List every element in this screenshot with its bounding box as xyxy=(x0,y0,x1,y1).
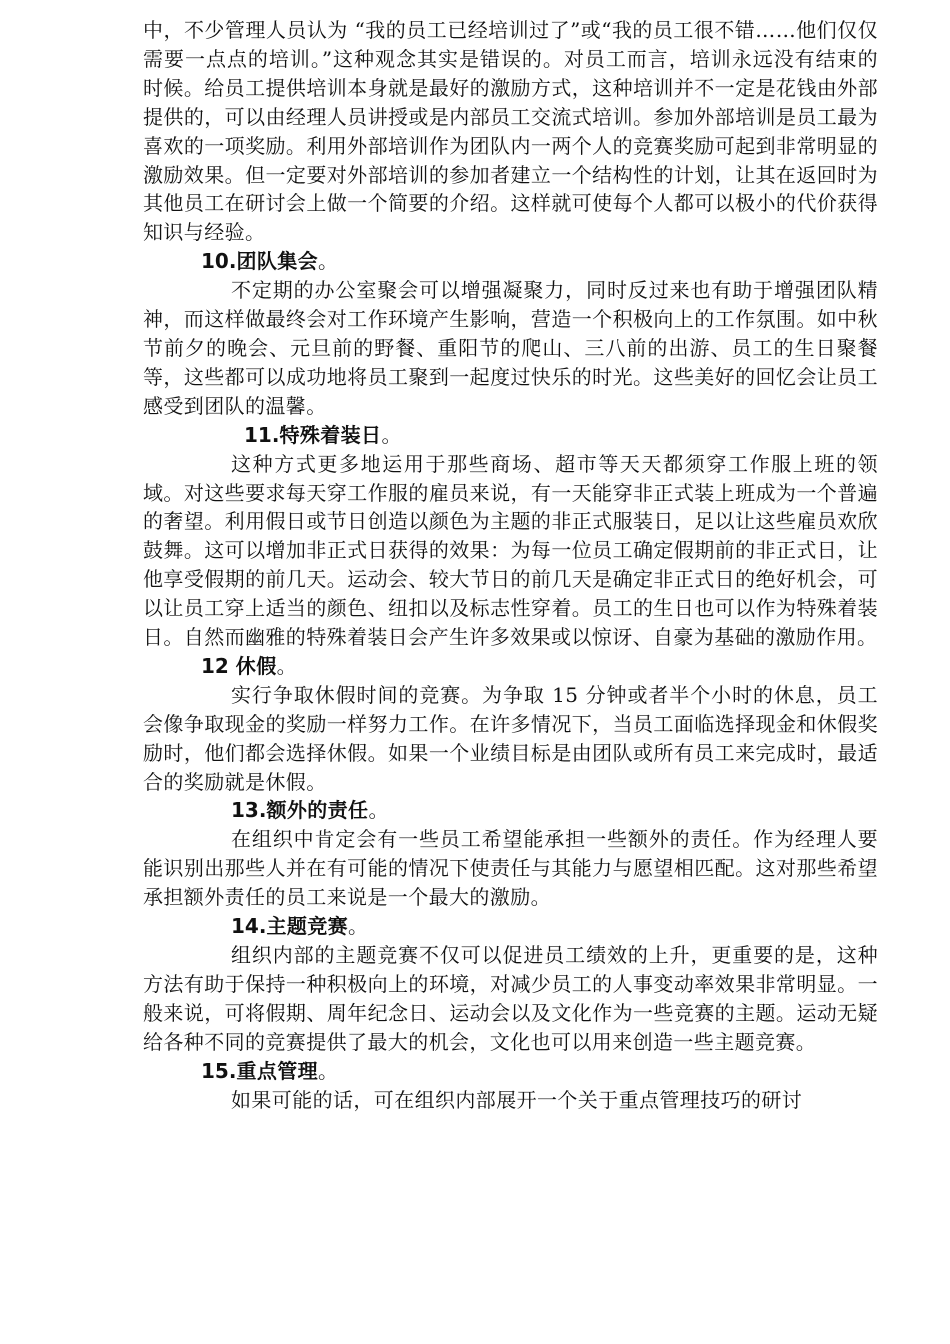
body-paragraph: 在组织中肯定会有一些员工希望能承担一些额外的责任。作为经理人要能识别出那些人并在有可能的情况下使责任与其能力与愿望相匹配。这对那些希望承担额外责任的员工来说是一个最大的激励。 xyxy=(143,827,878,910)
section-number: 10. xyxy=(201,249,237,274)
section-title: 特殊着装日 xyxy=(279,422,382,447)
section-number: 13. xyxy=(231,798,267,823)
section-number: 11. xyxy=(244,422,280,447)
section-title: 重点管理 xyxy=(236,1058,319,1083)
section-heading-extra-responsibility xyxy=(143,796,878,825)
body-paragraph: 中，不少管理人员认为 “我的员工已经培训过了”或“我的员工很不错……他们仅仅需要一点点的培训。”这种观念其实是错误的。对员工而言，培训永远没有结束的时候。给员工提供培训本身就是最好的激励方式，这种培训并不一定是花钱由外部提供的，可以由经理人员讲授或是内部员工交流式培训。参加外部培训是员工最为喜欢的一项奖励。利用外部培训作为团队内一两个人的竞赛奖励可起到非常明显的激励效果。但一定要对外部培训的参加者建立一个结构性的计划，让其在返回时为其他员工在研讨会上做一个简要的介绍。这样就可使每个人都可以极小的代价获得知识与经验。 xyxy=(143,18,878,245)
document-page xyxy=(143,16,878,1114)
section-heading-suffix: 。 xyxy=(381,422,402,447)
section-number: 14. xyxy=(231,914,267,939)
body-paragraph: 组织内部的主题竞赛不仅可以促进员工绩效的上升，更重要的是，这种方法有助于保持一种积极向上的环境，对减少员工的人事变动率效果非常明显。一般来说，可将假期、周年纪念日、运动会以及文化作为一些竞赛的主题。运动无疑给各种不同的竞赛提供了最大的机会，文化也可以用来创造一些主题竞赛。 xyxy=(143,943,878,1054)
section-heading-special-dress-day xyxy=(143,421,878,450)
body-paragraph: 不定期的办公室聚会可以增强凝聚力，同时反过来也有助于增强团队精神，而这样做最终会对工作环境产生影响，营造一个积极向上的工作氛围。如中秋节前夕的晚会、元旦前的野餐、重阳节的爬山、三八前的出游、员工的生日聚餐等，这些都可以成功地将员工聚到一起度过快乐的时光。这些美好的回忆会让员工感受到团队的温馨。 xyxy=(143,278,878,418)
section-number: 15. xyxy=(201,1058,237,1083)
section-number: 12 xyxy=(201,653,236,678)
section-title: 休假 xyxy=(235,653,277,678)
section-heading-theme-contest xyxy=(143,912,878,941)
section-title: 额外的责任 xyxy=(266,798,369,823)
section-title: 团队集会 xyxy=(236,249,319,274)
section-heading-suffix: 。 xyxy=(276,653,298,678)
section-heading-key-management xyxy=(143,1057,878,1086)
section-heading-vacation xyxy=(143,652,878,681)
section-heading-suffix: 。 xyxy=(348,914,369,939)
body-paragraph: 实行争取休假时间的竞赛。为争取 15 分钟或者半个小时的休息，员工会像争取现金的奖励一样努力工作。在许多情况下，当员工面临选择现金和休假奖励时，他们都会选择休假。如果一个业绩目标是由团队或所有员工来完成时，最适合的奖励就是休假。 xyxy=(143,682,878,794)
section-heading-suffix: 。 xyxy=(318,249,339,274)
section-heading-suffix: 。 xyxy=(368,798,389,823)
section-heading-suffix: 。 xyxy=(318,1058,339,1083)
section-title: 主题竞赛 xyxy=(266,914,349,939)
body-paragraph: 这种方式更多地运用于那些商场、超市等天天都须穿工作服上班的领域。对这些要求每天穿工作服的雇员来说，有一天能穿非正式装上班成为一个普遍的奢望。利用假日或节日创造以颜色为主题的非正式服装日，足以让这些雇员欢欣鼓舞。这可以增加非正式日获得的效果：为每一位员工确定假期前的非正式日，让他享受假期的前几天。运动会、较大节日的前几天是确定非正式日的绝好机会，可以让员工穿上适当的颜色、纽扣以及标志性穿着。员工的生日也可以作为特殊着装日。自然而幽雅的特殊着装日会产生许多效果或以惊讶、自豪为基础的激励作用。 xyxy=(143,451,878,650)
section-heading-team-gathering xyxy=(143,247,878,276)
body-paragraph: 如果可能的话，可在组织内部展开一个关于重点管理技巧的研讨 xyxy=(231,1087,803,1112)
